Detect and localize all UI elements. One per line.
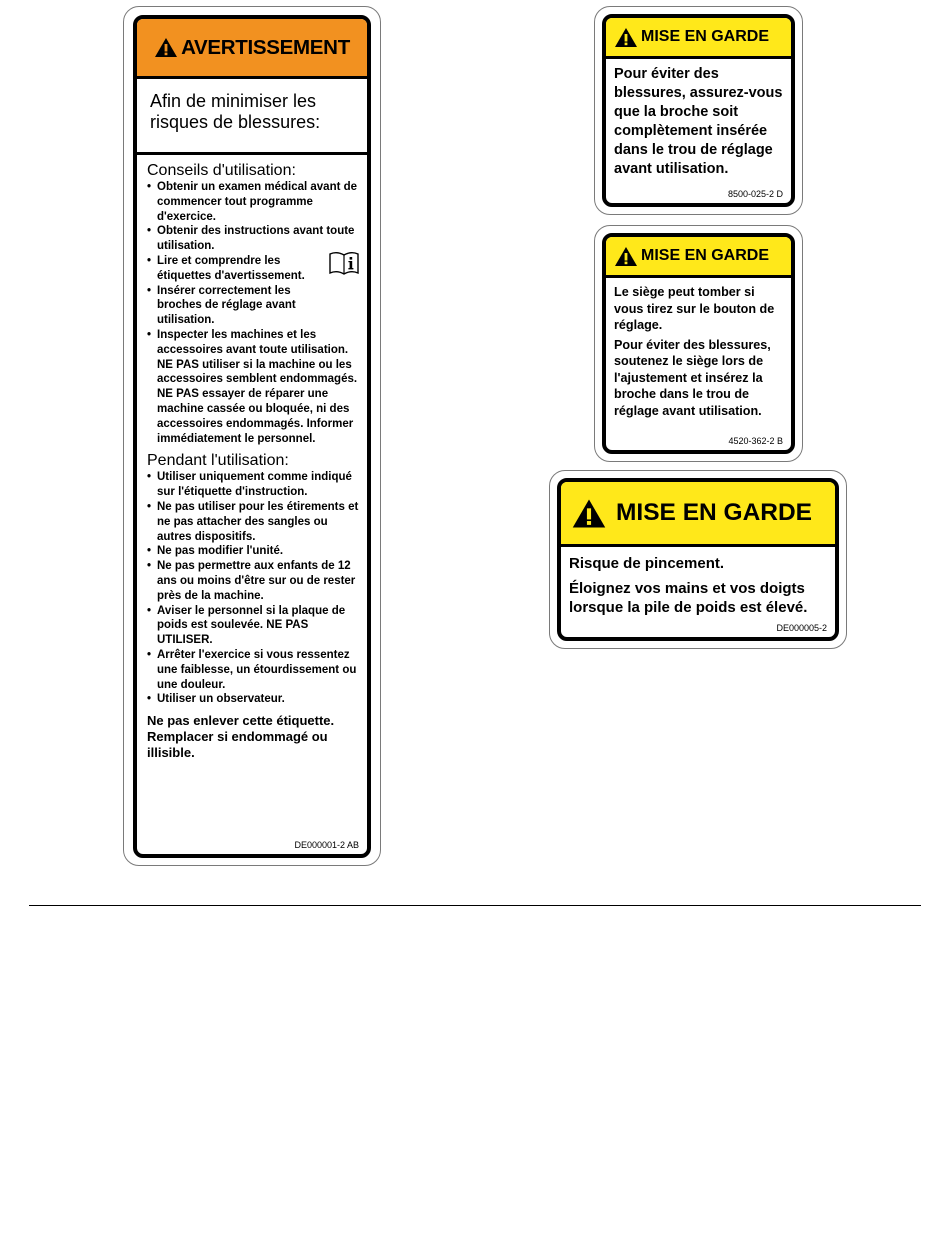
warning-triangle-icon: [571, 498, 607, 529]
caution-header: [606, 18, 791, 59]
list-item: • Utiliser uniquement comme indiqué sur l'étiquette d'instruction.: [147, 470, 361, 500]
section-title-conseils: Conseils d'utilisation:: [147, 162, 296, 179]
caution-header: [561, 482, 835, 547]
warning-header-text: AVERTISSEMENT: [181, 35, 350, 59]
warning-footnote: Ne pas enlever cette étiquette. Remplacer si endommagé ou illisible.: [147, 713, 335, 761]
pendant-list: [147, 470, 361, 707]
label-code: DE000005-2: [776, 623, 827, 633]
warning-triangle-icon: [614, 246, 638, 267]
label-code: 8500-025-2 D: [727, 189, 783, 199]
section-title-pendant: Pendant l'utilisation:: [147, 452, 289, 470]
label-code: 4520-362-2 B: [728, 436, 783, 446]
warning-body: [137, 155, 367, 761]
caution-header-text: MISE EN GARDE: [641, 247, 770, 264]
warning-label: [133, 15, 371, 858]
conseils-list: [147, 180, 361, 446]
horizontal-rule: [29, 905, 921, 906]
list-item: • Ne pas utiliser pour les étirements et ne pas attacher des sangles ou autres dispositifs.: [147, 500, 361, 544]
list-item: • Arrêter l'exercice si vous ressentez une faiblesse, un étourdissement ou une douleur.: [147, 648, 361, 692]
manual-info-icon: [328, 251, 360, 275]
list-item: • Utiliser un observateur.: [147, 692, 361, 707]
warning-triangle-icon: [614, 27, 638, 48]
caution-pinch-text-1: Risque de pincement.: [569, 555, 725, 572]
caution-header-text: MISE EN GARDE: [616, 499, 813, 526]
list-item: • Obtenir un examen médical avant de commencer tout programme d'exercice.: [147, 180, 361, 224]
list-item: • Aviser le personnel si la plaque de poids est soulevée. NE PAS UTILISER.: [147, 604, 361, 648]
list-item: • Insérer correctement les broches de réglage avant utilisation.: [147, 284, 361, 328]
caution-seat-label: [602, 233, 795, 454]
caution-pinch-label: [557, 478, 839, 641]
caution-header: [606, 237, 791, 278]
caution-header-text: MISE EN GARDE: [641, 28, 770, 45]
list-item: • Obtenir des instructions avant toute utilisation.: [147, 224, 361, 254]
label-code: DE000001-2 AB: [294, 840, 359, 850]
caution-seat-text-1: Le siège peut tomber si vous tirez sur le bouton de réglage.: [614, 285, 775, 332]
caution-seat-text-2: Pour éviter des blessures, soutenez le siège lors de l'ajustement et insérez la broche dans le trou de réglage avant utilisation.: [614, 337, 771, 418]
warning-lead: Afin de minimiser les risques de blessures:: [137, 79, 367, 155]
list-item: • Ne pas permettre aux enfants de 12 ans ou moins d'être sur ou de rester près de la machine.: [147, 559, 361, 603]
warning-header: [137, 19, 367, 79]
list-item: • Ne pas modifier l'unité.: [147, 544, 361, 559]
caution-seat-text: [606, 278, 791, 422]
list-item: • Inspecter les machines et les accessoires avant toute utilisation. NE PAS utiliser si la machine ou les accessoires semblent endommagés. NE PAS essayer de réparer une machine cassée ou bloquée, ni des accessoires endommagés. Informer immédiatement le personnel.: [147, 328, 361, 446]
caution-pinch-text-2: Éloignez vos mains et vos doigts lorsque la pile de poids est élevé.: [569, 580, 808, 616]
caution-pin-text: Pour éviter des blessures, assurez-vous que la broche soit complètement insérée dans le trou de réglage avant utilisation.: [614, 66, 783, 177]
list-item: • Lire et comprendre les étiquettes d'avertissement.: [147, 254, 361, 284]
caution-pin-label: [602, 14, 795, 207]
warning-triangle-icon: [154, 37, 178, 58]
caution-pinch-text: [561, 547, 835, 623]
